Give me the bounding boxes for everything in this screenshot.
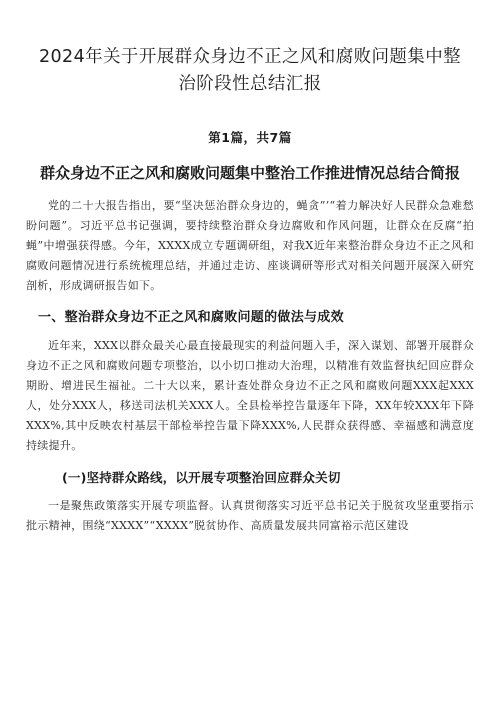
article-title: 群众身边不正之风和腐败问题集中整治工作推进情况总结合简报: [39, 164, 460, 182]
part-label: 第1篇，共7篇: [208, 130, 292, 145]
subsection-heading-1: (一)坚持群众路线，以开展专项整治回应群众关切: [62, 470, 341, 486]
section-heading-1: 一、整治群众身边不正之风和腐败问题的做法与成效: [38, 310, 344, 326]
document-title: 2024年关于开展群众身边不正之风和腐败问题集中整治阶段性总结汇报: [38, 47, 462, 94]
subsection-paragraph-1: 一是聚焦政策落实开展专项监督。认真贯彻落实习近平总书记关于脱贫攻坚重要指示批示精神，围绕“XXXX”“XXXX”脱贫协作、高质量发展共同富裕示范区建设: [26, 499, 474, 533]
intro-paragraph: 党的二十大报告指出，要“坚决惩治群众身边的，蝇贪”’“着力解决好人民群众急难愁盼问题”。习近平总书记强调，要持续整治群众身边腐败和作风问题，让群众在反腐“拍蝇”中增强获得感。今年，XXXX成立专题调研组，对我X近年来整治群众身边不正之风和腐败问题情况进行系统梳理总结，并通过走访、座谈调研等形式对相关问题开展深入研究剖析，形成调研报告如下。: [26, 199, 474, 293]
section-paragraph-1: 近年来，XXX以群众最关心最直接最现实的利益问题入手，深入谋划、部署开展群众身边不正之风和腐败问题专项整治，以小切口推动大治理，以精准有效监督执纪回应群众期盼、增进民生福祉。二十大以来，累计查处群众身边不正之风和腐败问题XXX起XXX人，处分XXX人，移送司法机关XXX人。全县检举控告量逐年下降，XX年较XXX年下降XXX%,其中反映农村基层干部检举控告量下降XXX%,人民群众获得感、幸福感和满意度持续提升。: [26, 339, 474, 453]
